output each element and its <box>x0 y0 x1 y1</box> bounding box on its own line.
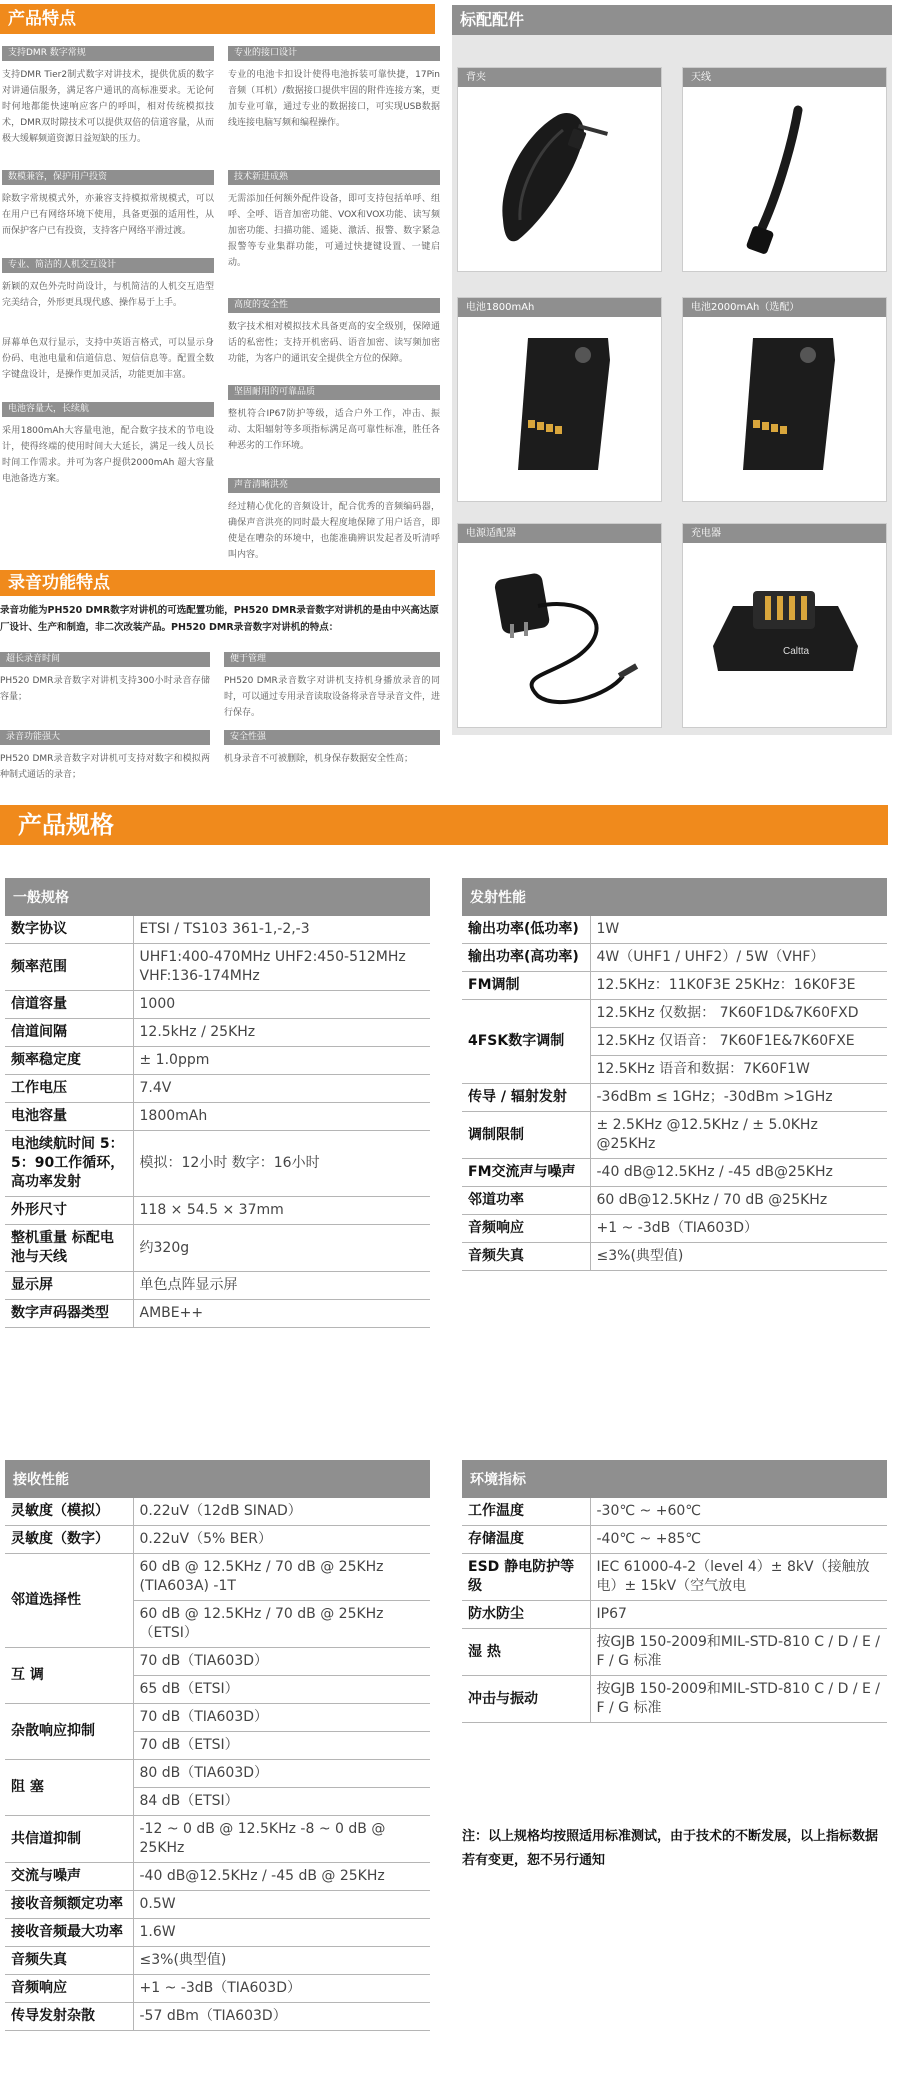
spec-value: -40℃ ~ +85℃ <box>590 1526 887 1554</box>
spec-key: 湿 热 <box>462 1629 590 1676</box>
transmit-spec-table <box>462 878 887 1271</box>
table-header-row <box>5 878 430 916</box>
spec-value: 12.5KHz 仅数据： 7K60F1D&7K60FXD <box>590 1000 887 1028</box>
spec-value: 12.5KHz 语音和数据：7K60F1W <box>590 1056 887 1084</box>
spec-value: 70 dB（TIA603D） <box>133 1704 430 1732</box>
spec-key: 4FSK数字调制 <box>462 1000 590 1084</box>
spec-value: UHF1:400-470MHz UHF2:450-512MHz VHF:136-174MHz <box>133 944 430 991</box>
feature-text: 无需添加任何额外配件设备，即可支持包括单呼、组呼、全呼、语音加密功能、VOX和VOX功能、读写频加密功能、扫描功能、遥毙、激活、报警、数字紧急报警等专业集群功能，可通过快捷键设置、一键启动。 <box>228 194 440 268</box>
table-row <box>5 1075 430 1103</box>
table-row <box>462 1243 887 1271</box>
spec-key: 音频失真 <box>462 1243 590 1271</box>
spec-key: 邻道功率 <box>462 1187 590 1215</box>
spec-key: 防水防尘 <box>462 1601 590 1629</box>
table-row <box>5 1947 430 1975</box>
table-row <box>5 1131 430 1197</box>
spec-value: 118 × 54.5 × 37mm <box>133 1197 430 1225</box>
spec-value: AMBE++ <box>133 1300 430 1328</box>
feature-text: PH520 DMR录音数字对讲机支持300小时录音存储容量； <box>0 676 210 702</box>
spec-value: ≤3%(典型值) <box>133 1947 430 1975</box>
feature-block <box>224 730 440 767</box>
table-header: 一般规格 <box>5 878 430 916</box>
feature-heading: 声音清晰洪亮 <box>228 478 440 493</box>
spec-key: 互 调 <box>5 1648 133 1704</box>
battery-icon <box>458 320 663 500</box>
spec-value: -40 dB@12.5KHz / -45 dB @ 25KHz <box>133 1863 430 1891</box>
accessory-card <box>682 297 887 502</box>
spec-key: 音频响应 <box>462 1215 590 1243</box>
feature-text: 数字技术相对模拟技术具备更高的安全级别，保障通话的私密性；支持开机密码、语音加密、读写频加密功能，为客户的通讯安全提供全方位的保障。 <box>228 322 440 364</box>
table-row <box>5 1648 430 1676</box>
feature-block <box>2 170 214 239</box>
table-row <box>5 991 430 1019</box>
table-row <box>462 1554 887 1601</box>
spec-key: 电池续航时间 5：5：90工作循环，高功率发射 <box>5 1131 133 1197</box>
spec-key: 传导发射杂散 <box>5 2003 133 2031</box>
spec-value: ± 2.5KHz @12.5KHz / ± 5.0KHz @25KHz <box>590 1112 887 1159</box>
feature-heading: 电池容量大，长续航 <box>2 402 214 417</box>
table-row <box>462 1215 887 1243</box>
spec-key: 工作电压 <box>5 1075 133 1103</box>
feature-text: 经过精心优化的音频设计，配合优秀的音频编码器，确保声音洪亮的同时最大程度地保障了用户话音，即使是在嘈杂的环境中，也能准确辨识发起者及听清呼叫内容。 <box>228 502 440 560</box>
spec-key: 数字声码器类型 <box>5 1300 133 1328</box>
spec-key: 冲击与振动 <box>462 1676 590 1723</box>
spec-key: 电池容量 <box>5 1103 133 1131</box>
spec-value: 70 dB（ETSI） <box>133 1732 430 1760</box>
feature-heading: 坚固耐用的可靠品质 <box>228 385 440 400</box>
table-row <box>5 1975 430 2003</box>
feature-text: 机身录音不可被删除，机身保存数据安全性高； <box>224 754 414 764</box>
spec-key: 接收音频最大功率 <box>5 1919 133 1947</box>
spec-key: 频率范围 <box>5 944 133 991</box>
feature-heading: 数模兼容，保护用户投资 <box>2 170 214 185</box>
table-row <box>5 1047 430 1075</box>
spec-key: 传导 / 辐射发射 <box>462 1084 590 1112</box>
feature-heading: 高度的安全性 <box>228 298 440 313</box>
feature-heading: 便于管理 <box>224 652 440 667</box>
feature-block <box>2 335 214 383</box>
spec-key: 频率稳定度 <box>5 1047 133 1075</box>
spec-key: 工作温度 <box>462 1498 590 1526</box>
table-row <box>5 2003 430 2031</box>
spec-value: 1800mAh <box>133 1103 430 1131</box>
spec-value: 7.4V <box>133 1075 430 1103</box>
feature-block <box>2 46 214 147</box>
feature-block <box>2 402 214 487</box>
table-row <box>5 1272 430 1300</box>
accessory-card <box>682 523 887 728</box>
spec-value: ETSI / TS103 361-1,-2,-3 <box>133 916 430 944</box>
table-row <box>462 1112 887 1159</box>
table-header-row <box>5 1460 430 1498</box>
spec-key: 信道容量 <box>5 991 133 1019</box>
accessory-label: 天线 <box>683 68 886 87</box>
accessory-label: 背夹 <box>458 68 661 87</box>
table-row <box>462 1187 887 1215</box>
table-row <box>5 1526 430 1554</box>
feature-heading: 专业、简洁的人机交互设计 <box>2 258 214 273</box>
spec-value: 按GJB 150-2009和MIL-STD-810 C / D / E / F / G 标准 <box>590 1629 887 1676</box>
table-row <box>462 916 887 944</box>
feature-text: 新颖的双色外壳时尚设计，与机简洁的人机交互造型完美结合，外形更具现代感、操作易于上手。 <box>2 282 214 308</box>
spec-key: 共信道抑制 <box>5 1816 133 1863</box>
spec-value: 65 dB（ETSI） <box>133 1676 430 1704</box>
spec-value: 1.6W <box>133 1919 430 1947</box>
table-row <box>5 944 430 991</box>
spec-value: -57 dBm（TIA603D） <box>133 2003 430 2031</box>
feature-text: PH520 DMR录音数字对讲机支持机身播放录音的同时，可以通过专用录音读取设备将录音导录音文件，进行保存。 <box>224 676 441 718</box>
spec-key: 整机重量 标配电池与天线 <box>5 1225 133 1272</box>
accessory-label: 电池1800mAh <box>458 298 661 317</box>
power-adapter-icon <box>458 546 663 726</box>
spec-value: 12.5kHz / 25KHz <box>133 1019 430 1047</box>
spec-title: 产品规格 <box>0 805 888 845</box>
table-header-row <box>462 878 887 916</box>
table-row <box>462 1000 887 1028</box>
spec-value: -12 ~ 0 dB @ 12.5KHz -8 ~ 0 dB @ 25KHz <box>133 1816 430 1863</box>
table-header: 接收性能 <box>5 1460 430 1498</box>
table-row <box>5 1300 430 1328</box>
feature-heading: 超长录音时间 <box>0 652 210 667</box>
table-row <box>5 1103 430 1131</box>
spec-value: 60 dB @ 12.5KHz / 70 dB @ 25KHz（ETSI） <box>133 1601 430 1648</box>
spec-key: 交流与噪声 <box>5 1863 133 1891</box>
receive-spec-table <box>5 1460 430 2031</box>
spec-key: ESD 静电防护等级 <box>462 1554 590 1601</box>
feature-heading: 录音功能强大 <box>0 730 210 745</box>
table-row <box>5 1704 430 1732</box>
table-row <box>5 1919 430 1947</box>
spec-key: 显示屏 <box>5 1272 133 1300</box>
table-row <box>462 944 887 972</box>
accessory-label: 电池2000mAh（选配） <box>683 298 886 317</box>
spec-key: 邻道选择性 <box>5 1554 133 1648</box>
spec-value: 1W <box>590 916 887 944</box>
spec-value: 模拟：12小时 数字：16小时 <box>133 1131 430 1197</box>
table-row <box>5 1863 430 1891</box>
table-row <box>462 1084 887 1112</box>
spec-key: 输出功率(低功率) <box>462 916 590 944</box>
table-row <box>5 1225 430 1272</box>
general-spec-table <box>5 878 430 1328</box>
spec-value: -30℃ ~ +60℃ <box>590 1498 887 1526</box>
spec-key: 杂散响应抑制 <box>5 1704 133 1760</box>
feature-text: 屏幕单色双行显示，支持中英语言格式，可以显示身份码、电池电量和信道信息、短信信息等。配置全数字键盘设计，是操作更加灵活，功能更加丰富。 <box>2 338 214 380</box>
spec-key: 阻 塞 <box>5 1760 133 1816</box>
accessory-label: 电源适配器 <box>458 524 661 543</box>
spec-value: IEC 61000-4-2（level 4）± 8kV（接触放电）± 15kV（空气放电 <box>590 1554 887 1601</box>
table-row <box>462 1629 887 1676</box>
record-title: 录音功能特点 <box>0 570 435 596</box>
table-row <box>462 972 887 1000</box>
table-row <box>462 1601 887 1629</box>
table-header-row <box>462 1460 887 1498</box>
table-header: 环境指标 <box>462 1460 887 1498</box>
spec-value: 1000 <box>133 991 430 1019</box>
belt-clip-icon <box>458 90 663 270</box>
spec-value: 80 dB（TIA603D） <box>133 1760 430 1788</box>
spec-value: IP67 <box>590 1601 887 1629</box>
spec-value: 按GJB 150-2009和MIL-STD-810 C / D / E / F / G 标准 <box>590 1676 887 1723</box>
spec-key: 灵敏度（数字） <box>5 1526 133 1554</box>
spec-value: +1 ~ -3dB（TIA603D） <box>590 1215 887 1243</box>
feature-text: 支持DMR Tier2制式数字对讲技术，提供优质的数字对讲通信服务，满足客户通讯的高标准要求。无论何时何地都能快速响应客户的呼叫，相对传统模拟技术，DMR双时隙技术可以提供双倍的信道容量，从而极大缓解频道资源日益短缺的压力。 <box>2 70 214 144</box>
feature-block <box>228 385 440 454</box>
table-row <box>5 1816 430 1863</box>
feature-block <box>224 652 440 721</box>
feature-block <box>0 730 210 783</box>
table-row <box>462 1498 887 1526</box>
spec-key: 灵敏度（模拟） <box>5 1498 133 1526</box>
spec-value: -36dBm ≤ 1GHz；-30dBm >1GHz <box>590 1084 887 1112</box>
spec-value: 12.5KHz：11K0F3E 25KHz：16K0F3E <box>590 972 887 1000</box>
table-row <box>462 1526 887 1554</box>
feature-text: 除数字常规模式外，亦兼容支持模拟常规模式，可以在用户已有网络环境下使用，具备更强的适用性，从而保护客户已有投资，支持客户网络平滑过渡。 <box>2 194 214 236</box>
spec-key: 接收音频额定功率 <box>5 1891 133 1919</box>
feature-heading: 支持DMR 数字常规 <box>2 46 214 61</box>
accessory-card <box>457 297 662 502</box>
antenna-icon <box>683 90 888 270</box>
table-row <box>5 1197 430 1225</box>
spec-key: FM调制 <box>462 972 590 1000</box>
table-row <box>5 1498 430 1526</box>
spec-value: 0.5W <box>133 1891 430 1919</box>
spec-key: 音频响应 <box>5 1975 133 2003</box>
accessories-panel <box>452 5 892 735</box>
feature-text: 专业的电池卡扣设计使得电池拆装可靠快捷，17Pin音频（耳机）/数据接口提供牢固的附件连接方案，更加专业可靠，通过专业的数据接口，可实现USB数据线连接电脑写频和编程操作。 <box>228 70 440 128</box>
charger-brand: Caltta <box>783 646 810 657</box>
charger-icon <box>683 546 888 726</box>
spec-value: 约320g <box>133 1225 430 1272</box>
table-header: 发射性能 <box>462 878 887 916</box>
accessory-card <box>457 523 662 728</box>
spec-key: FM交流声与噪声 <box>462 1159 590 1187</box>
feature-block <box>228 46 440 131</box>
feature-text: PH520 DMR录音数字对讲机可支持对数字和模拟两种制式通话的录音； <box>0 754 210 780</box>
spec-value: 单色点阵显示屏 <box>133 1272 430 1300</box>
battery-icon <box>683 320 888 500</box>
spec-key: 输出功率(高功率) <box>462 944 590 972</box>
feature-block <box>228 298 440 367</box>
spec-value: 70 dB（TIA603D） <box>133 1648 430 1676</box>
accessory-card <box>682 67 887 272</box>
table-row <box>5 1760 430 1788</box>
spec-value: ≤3%(典型值) <box>590 1243 887 1271</box>
spec-value: 12.5KHz 仅语音： 7K60F1E&7K60FXE <box>590 1028 887 1056</box>
table-row <box>462 1159 887 1187</box>
features-title: 产品特点 <box>0 4 435 34</box>
spec-key: 调制限制 <box>462 1112 590 1159</box>
spec-value: 4W（UHF1 / UHF2）/ 5W（VHF） <box>590 944 887 972</box>
spec-value: -40 dB@12.5KHz / -45 dB@25KHz <box>590 1159 887 1187</box>
accessory-label: 充电器 <box>683 524 886 543</box>
feature-heading: 技术新进成熟 <box>228 170 440 185</box>
table-row <box>5 1019 430 1047</box>
spec-key: 信道间隔 <box>5 1019 133 1047</box>
feature-block <box>0 652 210 705</box>
spec-key: 数字协议 <box>5 916 133 944</box>
feature-heading: 安全性强 <box>224 730 440 745</box>
spec-key: 音频失真 <box>5 1947 133 1975</box>
table-row <box>462 1676 887 1723</box>
table-row <box>5 1891 430 1919</box>
spec-value: 0.22uV（12dB SINAD） <box>133 1498 430 1526</box>
environment-spec-table <box>462 1460 887 1723</box>
record-intro: 录音功能为PH520 DMR数字对讲机的可选配置功能，PH520 DMR录音数字对讲机的是由中兴高达原厂设计、生产和制造，非二次改装产品。PH520 DMR录音数字对讲机的特点： <box>0 605 439 633</box>
accessories-title: 标配配件 <box>452 5 892 35</box>
feature-block <box>228 170 440 271</box>
table-row <box>5 916 430 944</box>
spec-key: 存储温度 <box>462 1526 590 1554</box>
spec-value: 60 dB @ 12.5KHz / 70 dB @ 25KHz (TIA603A) -1T <box>133 1554 430 1601</box>
spec-value: +1 ~ -3dB（TIA603D） <box>133 1975 430 2003</box>
accessory-card <box>457 67 662 272</box>
spec-value: ± 1.0ppm <box>133 1047 430 1075</box>
spec-value: 60 dB@12.5KHz / 70 dB @25KHz <box>590 1187 887 1215</box>
spec-key: 外形尺寸 <box>5 1197 133 1225</box>
feature-block <box>228 478 440 563</box>
feature-text: 采用1800mAh大容量电池，配合数字技术的节电设计，使得终端的使用时间大大延长，满足一线人员长时间工作需求。并可为客户提供2000mAh 超大容量电池备选方案。 <box>2 426 214 484</box>
spec-note: 注：以上规格均按照适用标准测试，由于技术的不断发展，以上指标数据若有变更，恕不另行通知 <box>462 1829 879 1868</box>
feature-text: 整机符合IP67防护等级，适合户外工作，冲击、振动、太阳辐射等多项指标满足高可靠性标准，胜任各种恶劣的工作环境。 <box>228 409 440 451</box>
feature-block <box>2 258 214 311</box>
spec-value: 0.22uV（5% BER） <box>133 1526 430 1554</box>
feature-heading: 专业的接口设计 <box>228 46 440 61</box>
spec-value: 84 dB（ETSI） <box>133 1788 430 1816</box>
table-row <box>5 1554 430 1601</box>
